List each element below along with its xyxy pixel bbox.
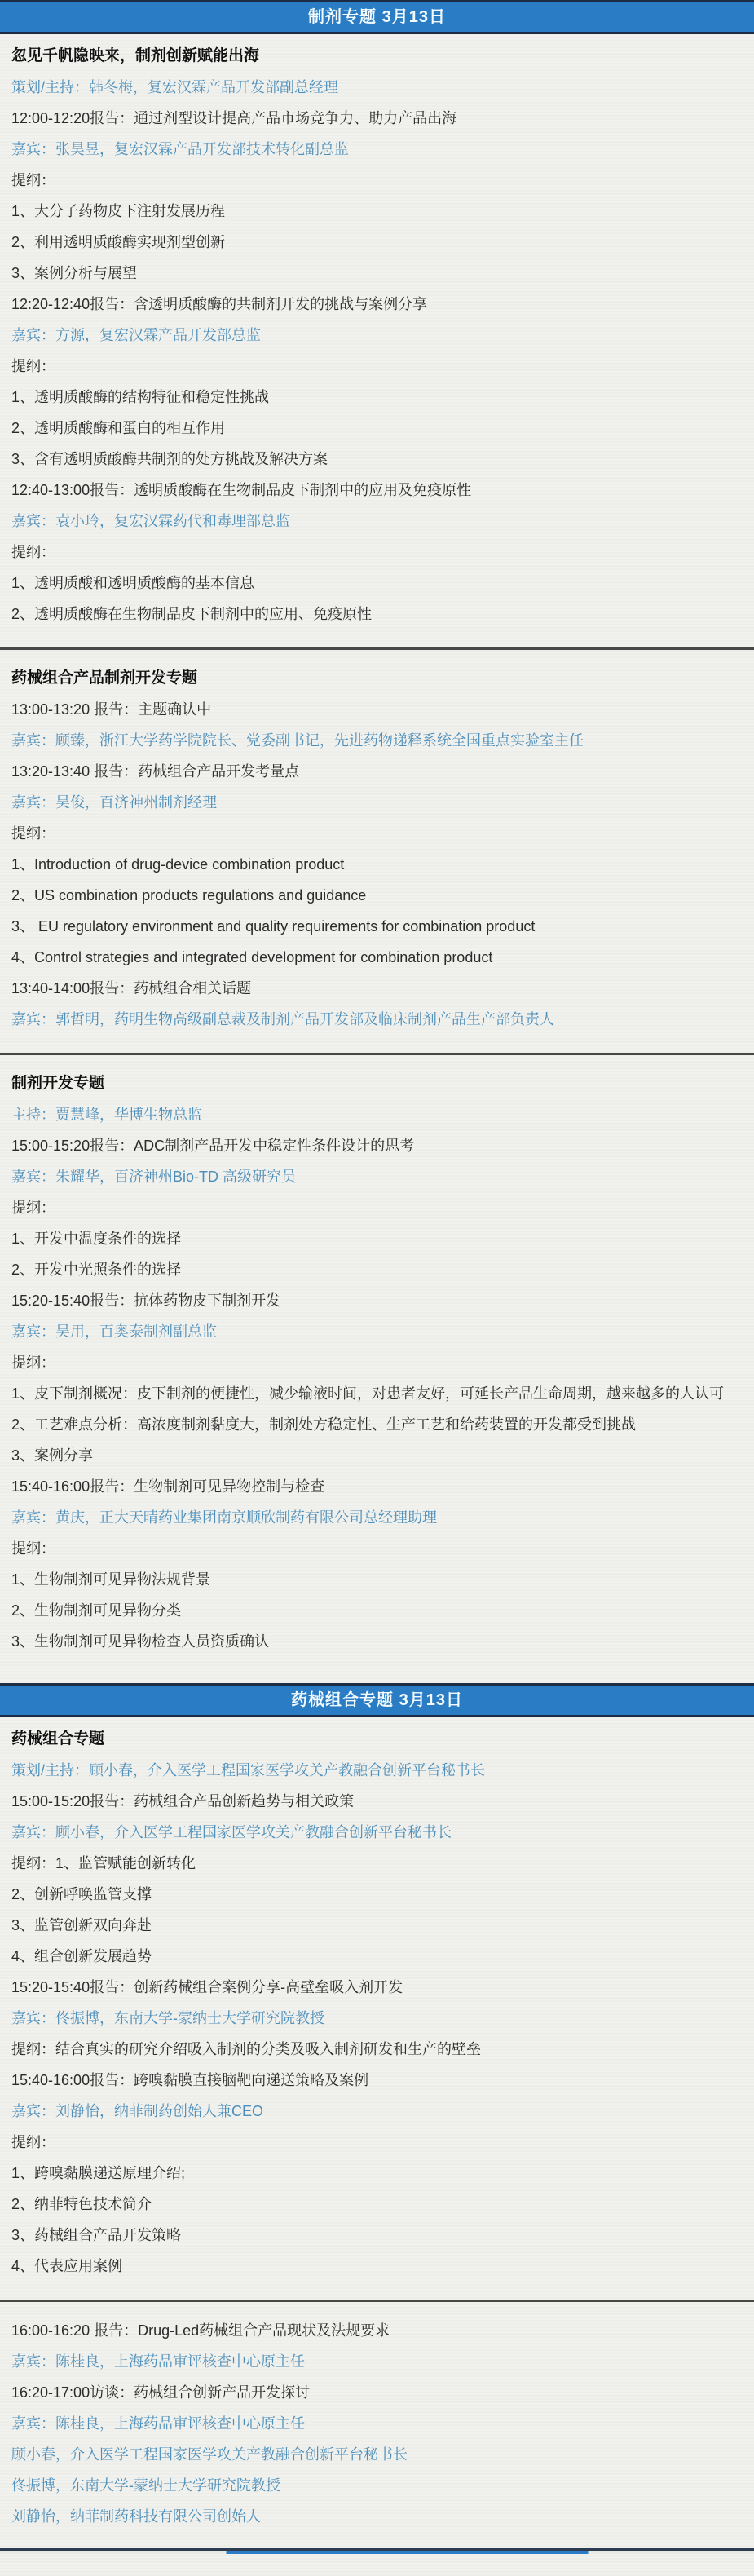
speaker-line: 顾小春，介入医学工程国家医学攻关产教融合创新平台秘书长 <box>11 2446 408 2463</box>
agenda-line: 2、创新呼唤监管支撑 <box>11 1886 152 1902</box>
speaker-line: 策划/主持：韩冬梅，复宏汉霖产品开发部副总经理 <box>11 79 338 95</box>
agenda-line: 3、 EU regulatory environment and quality requirements for combination product <box>11 918 536 935</box>
agenda-line: 12:40-13:00报告：透明质酸酶在生物制品皮下制剂中的应用及免疫原性 <box>11 482 472 498</box>
banner-title: 制剂专题 3月13日 <box>308 8 446 26</box>
speaker-line: 嘉宾：顾小春，介入医学工程国家医学攻关产教融合创新平台秘书长 <box>11 1824 452 1840</box>
agenda-line: 提纲： <box>11 1540 55 1557</box>
agenda-line: 15:40-16:00报告：跨嗅黏膜直接脑靶向递送策略及案例 <box>11 2072 369 2088</box>
agenda-line: 16:00-16:20 报告：Drug-Led药械组合产品现状及法规要求 <box>11 2322 390 2339</box>
speaker-line: 嘉宾：刘静怡，纳菲制药创始人兼CEO <box>11 2103 264 2119</box>
agenda-line: 1、皮下制剂概况：皮下制剂的便捷性，减少输液时间，对患者友好，可延长产品生命周期，越来越多的人认可 <box>11 1385 725 1402</box>
speaker-line: 嘉宾：方源，复宏汉霖产品开发部总监 <box>11 327 261 343</box>
agenda-line: 2、透明质酸酶在生物制品皮下制剂中的应用、免疫原性 <box>11 606 373 622</box>
agenda-line: 3、含有透明质酸酶共制剂的处方挑战及解决方案 <box>11 451 328 467</box>
agenda-line: 提纲： <box>11 172 55 188</box>
day-banner <box>0 0 754 34</box>
speaker-line: 嘉宾：袁小玲，复宏汉霖药代和毒理部总监 <box>11 513 290 529</box>
agenda-line: 2、透明质酸酶和蛋白的相互作用 <box>11 420 226 436</box>
agenda-line: 16:20-17:00访谈：药械组合创新产品开发探讨 <box>11 2384 311 2401</box>
speaker-line: 嘉宾：吴用，百奥泰制剂副总监 <box>11 1323 217 1340</box>
section-divider <box>0 647 754 650</box>
agenda-line: 提纲：1、监管赋能创新转化 <box>11 1855 196 1871</box>
agenda-line: 3、监管创新双向奔赴 <box>11 1917 152 1933</box>
agenda-line: 1、大分子药物皮下注射发展历程 <box>11 203 226 219</box>
agenda-line: 提纲： <box>11 2134 55 2150</box>
agenda-line: 13:00-13:20 报告：主题确认中 <box>11 701 212 718</box>
speaker-line: 佟振博，东南大学-蒙纳士大学研究院教授 <box>11 2477 280 2494</box>
agenda-line: 提纲：结合真实的研究介绍吸入制剂的分类及吸入制剂研发和生产的壁垒 <box>11 2041 481 2057</box>
speaker-line: 策划/主持：顾小春，介入医学工程国家医学攻关产教融合创新平台秘书长 <box>11 1762 485 1778</box>
agenda-line: 4、组合创新发展趋势 <box>11 1948 152 1964</box>
speaker-line: 嘉宾：张昊昱，复宏汉霖产品开发部技术转化副总监 <box>11 141 349 157</box>
agenda-line: 2、US combination products regulations and guidance <box>11 887 367 904</box>
speaker-line: 嘉宾：佟振博，东南大学-蒙纳士大学研究院教授 <box>11 2010 324 2026</box>
agenda-section <box>0 1717 754 2287</box>
next-banner-edge <box>0 2548 754 2554</box>
speaker-line: 嘉宾：陈桂良，上海药品审评核查中心原主任 <box>11 2353 305 2370</box>
section-title: 药械组合专题 <box>11 1730 105 1748</box>
agenda-line: 3、生物制剂可见异物检查人员资质确认 <box>11 1633 270 1650</box>
agenda-line: 2、开发中光照条件的选择 <box>11 1261 182 1278</box>
speaker-line: 嘉宾：吴俊，百济神州制剂经理 <box>11 794 217 811</box>
section-title: 药械组合产品制剂开发专题 <box>11 669 198 687</box>
agenda-line: 2、工艺难点分析：高浓度制剂黏度大，制剂处方稳定性、生产工艺和给药装置的开发都受到挑战 <box>11 1416 637 1433</box>
agenda-line: 提纲： <box>11 358 55 374</box>
agenda-section <box>0 656 754 1040</box>
speaker-line: 嘉宾：朱耀华，百济神州Bio-TD 高级研究员 <box>11 1169 297 1185</box>
agenda-line: 提纲： <box>11 825 55 842</box>
agenda-line: 2、纳菲特色技术简介 <box>11 2196 152 2212</box>
speaker-line: 嘉宾：郭哲明，药明生物高级副总裁及制剂产品开发部及临床制剂产品生产部负责人 <box>11 1011 554 1027</box>
agenda-section <box>0 2309 754 2537</box>
agenda-section <box>0 1062 754 1662</box>
agenda-line: 4、代表应用案例 <box>11 2258 123 2274</box>
agenda-line: 2、生物制剂可见异物分类 <box>11 1602 182 1619</box>
agenda-line: 12:00-12:20报告：通过剂型设计提高产品市场竞争力、助力产品出海 <box>11 110 457 126</box>
agenda-line: 1、透明质酸和透明质酸酶的基本信息 <box>11 575 255 591</box>
agenda-line: 4、Control strategies and integrated development for combination product <box>11 949 493 965</box>
day-banner <box>0 1683 754 1717</box>
agenda-line: 1、跨嗅黏膜递送原理介绍; <box>11 2165 186 2181</box>
agenda-line: 1、透明质酸酶的结构特征和稳定性挑战 <box>11 389 270 405</box>
agenda-line: 3、药械组合产品开发策略 <box>11 2227 182 2243</box>
agenda-line: 提纲： <box>11 1354 55 1371</box>
agenda-line: 1、生物制剂可见异物法规背景 <box>11 1571 211 1588</box>
section-title: 制剂开发专题 <box>11 1075 105 1092</box>
agenda-line: 15:40-16:00报告：生物制剂可见异物控制与检查 <box>11 1478 325 1495</box>
agenda-line: 12:20-12:40报告：含透明质酸酶的共制剂开发的挑战与案例分享 <box>11 296 428 312</box>
agenda-line: 提纲： <box>11 544 55 560</box>
agenda-section <box>0 34 754 634</box>
agenda-line: 13:40-14:00报告：药械组合相关话题 <box>11 980 252 996</box>
section-divider <box>0 1053 754 1055</box>
agenda-line: 15:00-15:20报告：药械组合产品创新趋势与相关政策 <box>11 1793 355 1809</box>
agenda-line: 3、案例分享 <box>11 1447 94 1464</box>
section-divider <box>0 2300 754 2302</box>
speaker-line: 嘉宾：顾臻，浙江大学药学院院长、党委副书记，先进药物递释系统全国重点实验室主任 <box>11 732 584 749</box>
speaker-line: 嘉宾：黄庆，正大天晴药业集团南京顺欣制药有限公司总经理助理 <box>11 1509 437 1526</box>
agenda-line: 15:20-15:40报告：抗体药物皮下制剂开发 <box>11 1292 281 1309</box>
agenda-line: 1、开发中温度条件的选择 <box>11 1231 182 1247</box>
agenda-line: 15:20-15:40报告：创新药械组合案例分享-高壁垒吸入剂开发 <box>11 1979 403 1995</box>
speaker-line: 嘉宾：陈桂良，上海药品审评核查中心原主任 <box>11 2415 305 2432</box>
agenda-line: 提纲： <box>11 1200 55 1216</box>
agenda-line: 1、Introduction of drug-device combination product <box>11 856 345 873</box>
agenda-line: 2、利用透明质酸酶实现剂型创新 <box>11 234 226 250</box>
speaker-line: 主持：贾慧峰，华博生物总监 <box>11 1107 202 1123</box>
speaker-line: 刘静怡，纳菲制药科技有限公司创始人 <box>11 2508 261 2525</box>
agenda-line: 13:20-13:40 报告：药械组合产品开发考量点 <box>11 763 300 780</box>
section-title: 忽见千帆隐映来，制剂创新赋能出海 <box>11 47 260 64</box>
banner-title: 药械组合专题 3月13日 <box>291 1691 463 1709</box>
agenda-line: 3、案例分析与展望 <box>11 265 138 281</box>
agenda-line: 15:00-15:20报告：ADC制剂产品开发中稳定性条件设计的思考 <box>11 1138 415 1154</box>
